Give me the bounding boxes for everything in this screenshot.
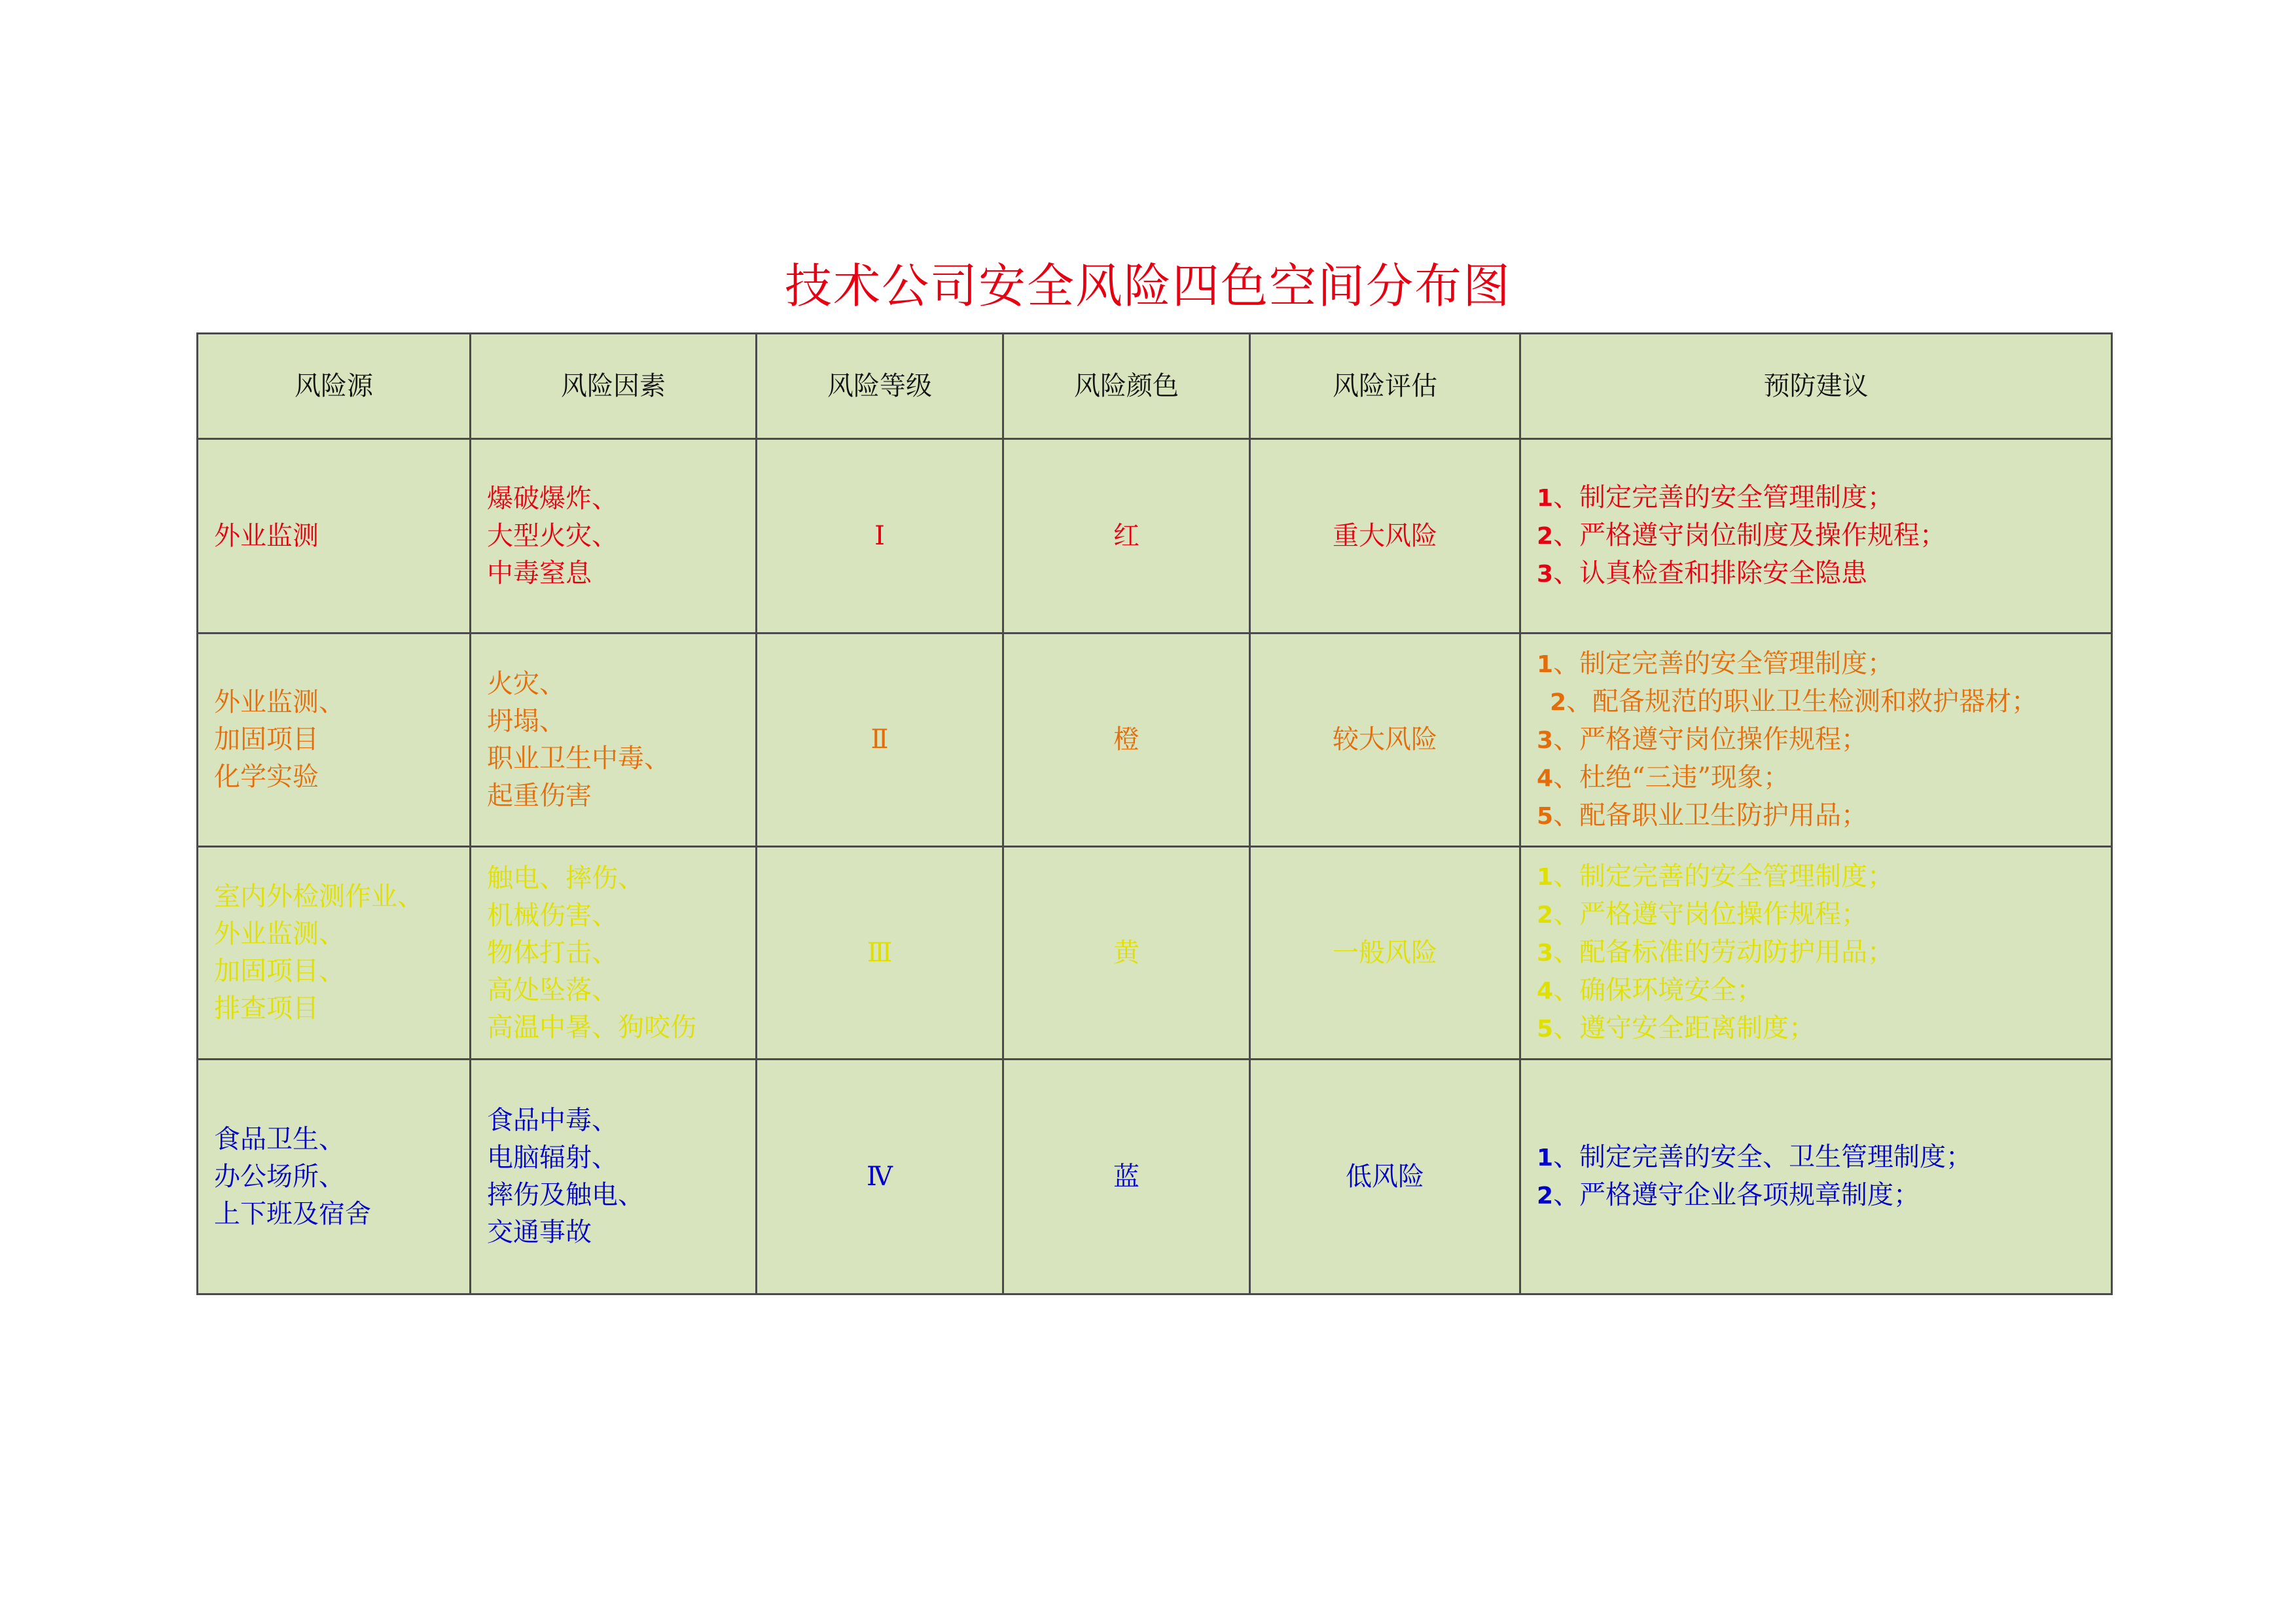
header-risk-color: 风险颜色 <box>1003 334 1250 439</box>
risk-factor-line: 爆破爆炸、 <box>487 483 618 514</box>
risk-factor-line: 机械伤害、 <box>487 900 618 931</box>
advice-number: 2 <box>1537 523 1554 550</box>
advice-text: 、配备职业卫生防护用品； <box>1553 800 1868 830</box>
risk-color-cell: 黄 <box>1003 847 1250 1060</box>
advice-text: 、杜绝“三违”现象； <box>1553 762 1789 793</box>
advice-text: 、制定完善的安全管理制度； <box>1553 648 1894 679</box>
advice-item <box>1537 645 2095 683</box>
advice-text: 、配备标准的劳动防护用品； <box>1553 937 1894 967</box>
risk-level-cell: Ⅲ <box>757 847 1003 1060</box>
advice-number: 1 <box>1537 864 1554 891</box>
advice-number: 2 <box>1537 902 1554 929</box>
advice-number: 1 <box>1537 1145 1554 1171</box>
risk-source-line: 加固项目 <box>214 724 319 755</box>
risk-source-line: 办公场所、 <box>214 1161 345 1192</box>
advice-item <box>1537 1139 2095 1177</box>
advice-number: 2 <box>1550 688 1567 716</box>
risk-source-line: 化学实验 <box>214 762 319 792</box>
advice-item <box>1537 797 2095 835</box>
risk-assessment-cell: 一般风险 <box>1250 847 1520 1060</box>
header-prevention-advice: 预防建议 <box>1520 334 2112 439</box>
risk-assessment-cell: 低风险 <box>1250 1060 1520 1294</box>
table-row <box>198 633 2112 847</box>
advice-item <box>1537 683 2095 721</box>
advice-text: 、配备规范的职业卫生检测和救护器材； <box>1566 686 2038 717</box>
prevention-advice-cell <box>1520 847 2112 1060</box>
risk-source-line: 外业监测、 <box>214 687 345 717</box>
advice-item <box>1537 721 2095 759</box>
risk-source-line: 外业监测 <box>214 520 319 551</box>
risk-factor-line: 摔伤及触电、 <box>487 1180 644 1210</box>
risk-source-line: 加固项目、 <box>214 956 345 986</box>
advice-text: 、认真检查和排除安全隐患 <box>1553 558 1868 588</box>
risk-source-line: 食品卫生、 <box>214 1124 345 1154</box>
risk-source-line: 外业监测、 <box>214 919 345 949</box>
header-risk-level: 风险等级 <box>757 334 1003 439</box>
advice-number: 4 <box>1537 978 1554 1005</box>
risk-level-cell: Ⅰ <box>757 439 1003 633</box>
risk-factors-cell <box>471 633 757 847</box>
advice-text: 、严格遵守企业各项规章制度； <box>1553 1180 1920 1210</box>
risk-table <box>196 332 2113 1295</box>
advice-text: 、遵守安全距离制度； <box>1553 1013 1816 1043</box>
table-row <box>198 1060 2112 1294</box>
risk-factors-cell <box>471 847 757 1060</box>
advice-text: 、制定完善的安全管理制度； <box>1553 861 1894 891</box>
risk-color-cell: 蓝 <box>1003 1060 1250 1294</box>
advice-text: 、制定完善的安全管理制度； <box>1553 482 1894 512</box>
risk-factor-line: 职业卫生中毒、 <box>487 743 670 774</box>
risk-source-line: 室内外检测作业、 <box>214 882 423 912</box>
advice-number: 2 <box>1537 1183 1554 1209</box>
risk-color-cell: 红 <box>1003 439 1250 633</box>
header-risk-source: 风险源 <box>198 334 471 439</box>
page-title: 技术公司安全风险四色空间分布图 <box>784 259 1511 313</box>
table-row <box>198 439 2112 633</box>
advice-item <box>1537 1010 2095 1048</box>
advice-number: 3 <box>1537 940 1554 967</box>
risk-factor-line: 交通事故 <box>487 1217 592 1247</box>
risk-level-cell: Ⅱ <box>757 633 1003 847</box>
risk-factor-line: 高温中暑、狗咬伤 <box>487 1012 696 1043</box>
risk-factors-cell <box>471 1060 757 1294</box>
risk-factor-line: 坍塌、 <box>487 705 565 736</box>
advice-item <box>1537 896 2095 934</box>
advice-number: 3 <box>1537 561 1554 588</box>
advice-number: 5 <box>1537 1016 1554 1043</box>
prevention-advice-cell <box>1520 1060 2112 1294</box>
advice-number: 5 <box>1537 802 1554 830</box>
risk-source-cell <box>198 439 471 633</box>
advice-item <box>1537 934 2095 972</box>
advice-item <box>1537 759 2095 797</box>
advice-number: 3 <box>1537 726 1554 754</box>
risk-factor-line: 食品中毒、 <box>487 1105 618 1135</box>
risk-color-cell: 橙 <box>1003 633 1250 847</box>
risk-factor-line: 高处坠落、 <box>487 974 618 1005</box>
advice-number: 1 <box>1537 651 1554 678</box>
risk-factor-line: 火灾、 <box>487 668 565 699</box>
table-row <box>198 847 2112 1060</box>
risk-source-line: 排查项目 <box>214 993 319 1024</box>
advice-item <box>1537 972 2095 1010</box>
risk-factor-line: 大型火灾、 <box>487 520 618 551</box>
advice-item <box>1537 1177 2095 1215</box>
risk-factor-line: 电脑辐射、 <box>487 1143 618 1173</box>
header-risk-assessment: 风险评估 <box>1250 334 1520 439</box>
risk-factor-line: 物体打击、 <box>487 937 618 968</box>
risk-level-cell: Ⅳ <box>757 1060 1003 1294</box>
risk-source-line: 上下班及宿舍 <box>214 1198 371 1229</box>
prevention-advice-cell <box>1520 633 2112 847</box>
header-risk-factors: 风险因素 <box>471 334 757 439</box>
advice-text: 、制定完善的安全、卫生管理制度； <box>1553 1142 1973 1172</box>
advice-text: 、严格遵守岗位操作规程； <box>1553 724 1868 755</box>
advice-text: 、确保环境安全； <box>1553 975 1763 1005</box>
risk-assessment-cell: 较大风险 <box>1250 633 1520 847</box>
advice-item <box>1537 517 2095 555</box>
advice-number: 4 <box>1537 764 1554 792</box>
advice-text: 、严格遵守岗位操作规程； <box>1553 899 1868 929</box>
risk-source-cell <box>198 633 471 847</box>
risk-source-cell <box>198 847 471 1060</box>
advice-number: 1 <box>1537 485 1554 512</box>
risk-source-cell <box>198 1060 471 1294</box>
risk-factors-cell <box>471 439 757 633</box>
advice-item <box>1537 858 2095 896</box>
advice-text: 、严格遵守岗位制度及操作规程； <box>1553 520 1946 550</box>
table-header-row <box>198 334 2112 439</box>
risk-factor-line: 起重伤害 <box>487 780 592 811</box>
risk-factor-line: 中毒窒息 <box>487 558 592 588</box>
prevention-advice-cell <box>1520 439 2112 633</box>
advice-item <box>1537 479 2095 517</box>
risk-assessment-cell: 重大风险 <box>1250 439 1520 633</box>
advice-item <box>1537 555 2095 593</box>
risk-factor-line: 触电、摔伤、 <box>487 863 644 893</box>
